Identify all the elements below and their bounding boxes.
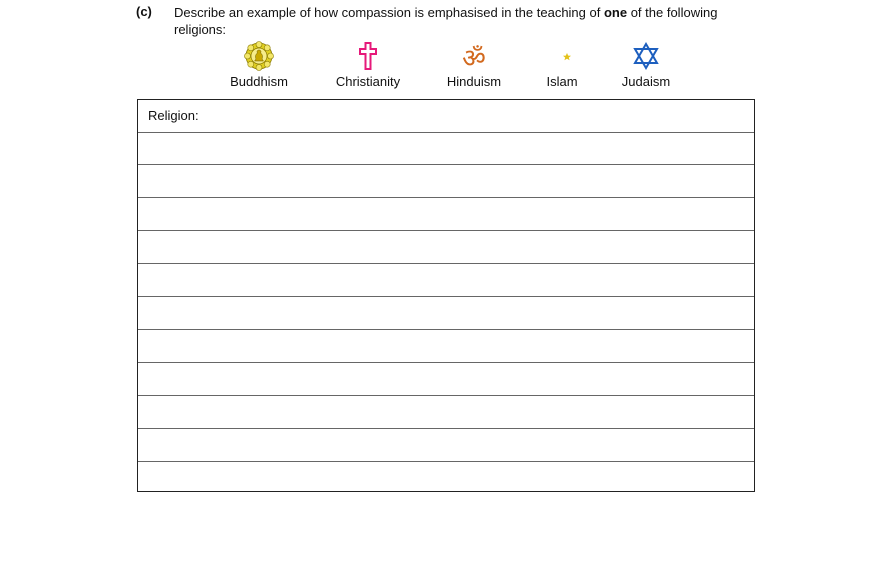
- religion-judaism: [596, 40, 696, 89]
- religion-christianity: [318, 40, 418, 89]
- cross-icon: [351, 40, 385, 72]
- religion-name: Islam: [546, 74, 578, 89]
- question-text-end: of the following religions:: [174, 5, 718, 37]
- question-text: [174, 4, 734, 38]
- answer-line[interactable]: [138, 132, 754, 133]
- question-text-emphasis: one: [603, 5, 628, 20]
- answer-box: [137, 99, 755, 492]
- religion-options: [0, 40, 892, 96]
- answer-line[interactable]: [138, 461, 754, 462]
- religion-name: Judaism: [621, 74, 671, 89]
- answer-line[interactable]: [138, 197, 754, 198]
- answer-line[interactable]: [138, 395, 754, 396]
- religion-label: Religion:: [148, 108, 199, 123]
- dharma-wheel-icon: [242, 40, 276, 72]
- answer-line[interactable]: [138, 164, 754, 165]
- question-text-start: Describe an example of how compassion is emphasised in the teaching of: [174, 5, 604, 20]
- answer-line[interactable]: [138, 230, 754, 231]
- question-label: (c): [136, 4, 152, 19]
- answer-line[interactable]: [138, 362, 754, 363]
- answer-line[interactable]: [138, 263, 754, 264]
- crescent-star-icon: [545, 40, 579, 72]
- religion-name: Buddhism: [230, 74, 288, 89]
- om-icon: [457, 40, 491, 72]
- answer-line[interactable]: [138, 296, 754, 297]
- star-of-david-icon: [629, 40, 663, 72]
- religion-hinduism: [424, 40, 524, 89]
- religion-name: Christianity: [335, 74, 401, 89]
- answer-line[interactable]: [138, 329, 754, 330]
- svg-text:ॐ: ॐ: [462, 44, 486, 72]
- answer-line[interactable]: [138, 428, 754, 429]
- religion-name: Hinduism: [446, 74, 502, 89]
- religion-buddhism: [209, 40, 309, 89]
